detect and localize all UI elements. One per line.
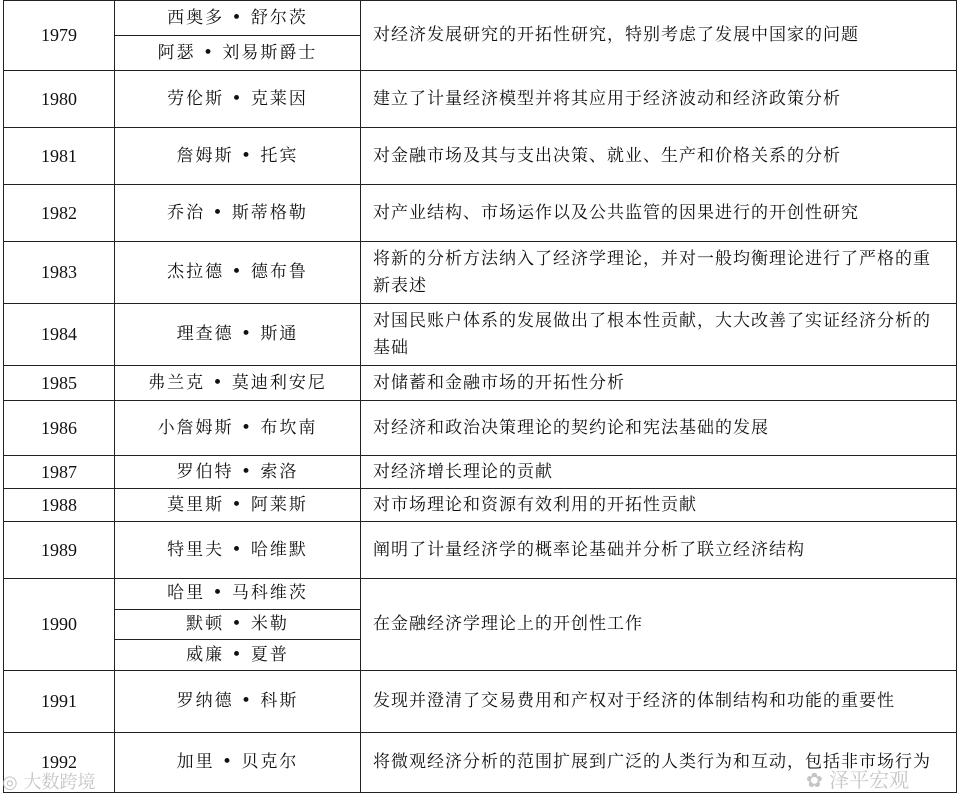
table-row — [4, 366, 957, 401]
laureate-name: 莫里斯 • 阿莱斯 — [167, 494, 308, 515]
year-cell: 1979 — [4, 1, 115, 71]
year-cell: 1986 — [4, 401, 115, 456]
year-cell: 1981 — [4, 128, 115, 185]
laureate-name: 哈里 • 马科维茨 — [167, 583, 308, 604]
table-row — [4, 489, 957, 522]
table-row — [4, 71, 957, 128]
year-cell: 1982 — [4, 185, 115, 242]
table-row — [4, 522, 957, 579]
year-cell: 1984 — [4, 304, 115, 366]
laureate-cell — [115, 671, 361, 733]
contribution-cell: 对产业结构、市场运作以及公共监管的因果进行的开创性研究 — [361, 185, 957, 242]
contribution-cell: 对经济和政治决策理论的契约论和宪法基础的发展 — [361, 401, 957, 456]
contribution-cell: 将新的分析方法纳入了经济学理论，并对一般均衡理论进行了严格的重新表述 — [361, 242, 957, 304]
laureate-name: 弗兰克 • 莫迪利安尼 — [148, 372, 327, 393]
laureate-name: 乔治 • 斯蒂格勒 — [167, 202, 308, 223]
contribution-cell: 阐明了计量经济学的概率论基础并分析了联立经济结构 — [361, 522, 957, 579]
laureate-cell — [115, 1, 361, 71]
contribution-cell: 发现并澄清了交易费用和产权对于经济的体制结构和功能的重要性 — [361, 671, 957, 733]
nobel-table — [3, 0, 957, 793]
laureate-name: 西奥多 • 舒尔茨 — [167, 7, 308, 28]
watermark-right: ✿ 泽平宏观 — [806, 768, 910, 792]
contribution-cell: 对市场理论和资源有效利用的开拓性贡献 — [361, 489, 957, 522]
contribution-cell: 将微观经济分析的范围扩展到广泛的人类行为和互动，包括非市场行为 — [361, 733, 957, 793]
table-row — [4, 242, 957, 304]
year-cell: 1991 — [4, 671, 115, 733]
laureate-name: 罗纳德 • 科斯 — [176, 691, 299, 711]
year-cell: 1989 — [4, 522, 115, 579]
laureate-name: 加里 • 贝克尔 — [176, 752, 299, 772]
laureate-cell — [115, 128, 361, 185]
laureate-name: 威廉 • 夏普 — [115, 639, 360, 670]
table-row — [4, 401, 957, 456]
table-row — [4, 128, 957, 185]
laureate-name: 杰拉德 • 德布鲁 — [167, 262, 308, 282]
laureate-cell — [115, 366, 361, 401]
table-row — [4, 456, 957, 489]
laureate-name: 特里夫 • 哈维默 — [167, 539, 308, 560]
laureate-name: 罗伯特 • 索洛 — [176, 461, 299, 482]
laureate-cell — [115, 489, 361, 522]
wechat-icon: ✿ — [806, 768, 823, 792]
table-row — [4, 579, 957, 671]
year-cell: 1988 — [4, 489, 115, 522]
laureate-name: 理查德 • 斯通 — [176, 324, 299, 344]
year-cell: 1983 — [4, 242, 115, 304]
laureate-cell — [115, 733, 361, 793]
laureate-name: 劳伦斯 • 克莱因 — [167, 88, 308, 109]
laureate-cell — [115, 185, 361, 242]
contribution-cell: 建立了计量经济模型并将其应用于经济波动和经济政策分析 — [361, 71, 957, 128]
laureate-cell — [115, 304, 361, 366]
watermark-left: ◎ 大数跨境 — [2, 772, 96, 793]
table-row — [4, 1, 957, 71]
table-row — [4, 185, 957, 242]
year-cell: 1980 — [4, 71, 115, 128]
laureate-cell — [115, 401, 361, 456]
contribution-cell: 对金融市场及其与支出决策、就业、生产和价格关系的分析 — [361, 128, 957, 185]
laureate-cell — [115, 579, 361, 671]
laureate-cell — [115, 242, 361, 304]
contribution-cell: 对经济发展研究的开拓性研究，特别考虑了发展中国家的问题 — [361, 1, 957, 71]
contribution-cell: 在金融经济学理论上的开创性工作 — [361, 579, 957, 671]
laureate-name: 阿瑟 • 刘易斯爵士 — [115, 35, 360, 70]
laureate-name: 默顿 • 米勒 — [115, 609, 360, 640]
contribution-cell: 对储蓄和金融市场的开拓性分析 — [361, 366, 957, 401]
year-cell: 1985 — [4, 366, 115, 401]
laureate-cell — [115, 522, 361, 579]
weibo-icon: ◎ — [2, 772, 18, 793]
contribution-cell: 对经济增长理论的贡献 — [361, 456, 957, 489]
table-row — [4, 671, 957, 733]
year-cell: 1990 — [4, 579, 115, 671]
table-row — [4, 304, 957, 366]
year-cell: 1987 — [4, 456, 115, 489]
laureate-name: 詹姆斯 • 托宾 — [176, 145, 299, 166]
contribution-cell: 对国民账户体系的发展做出了根本性贡献，大大改善了实证经济分析的基础 — [361, 304, 957, 366]
laureate-cell — [115, 71, 361, 128]
laureate-cell — [115, 456, 361, 489]
year-cell: 1992 — [4, 733, 115, 793]
laureate-name: 小詹姆斯 • 布坎南 — [157, 417, 318, 438]
